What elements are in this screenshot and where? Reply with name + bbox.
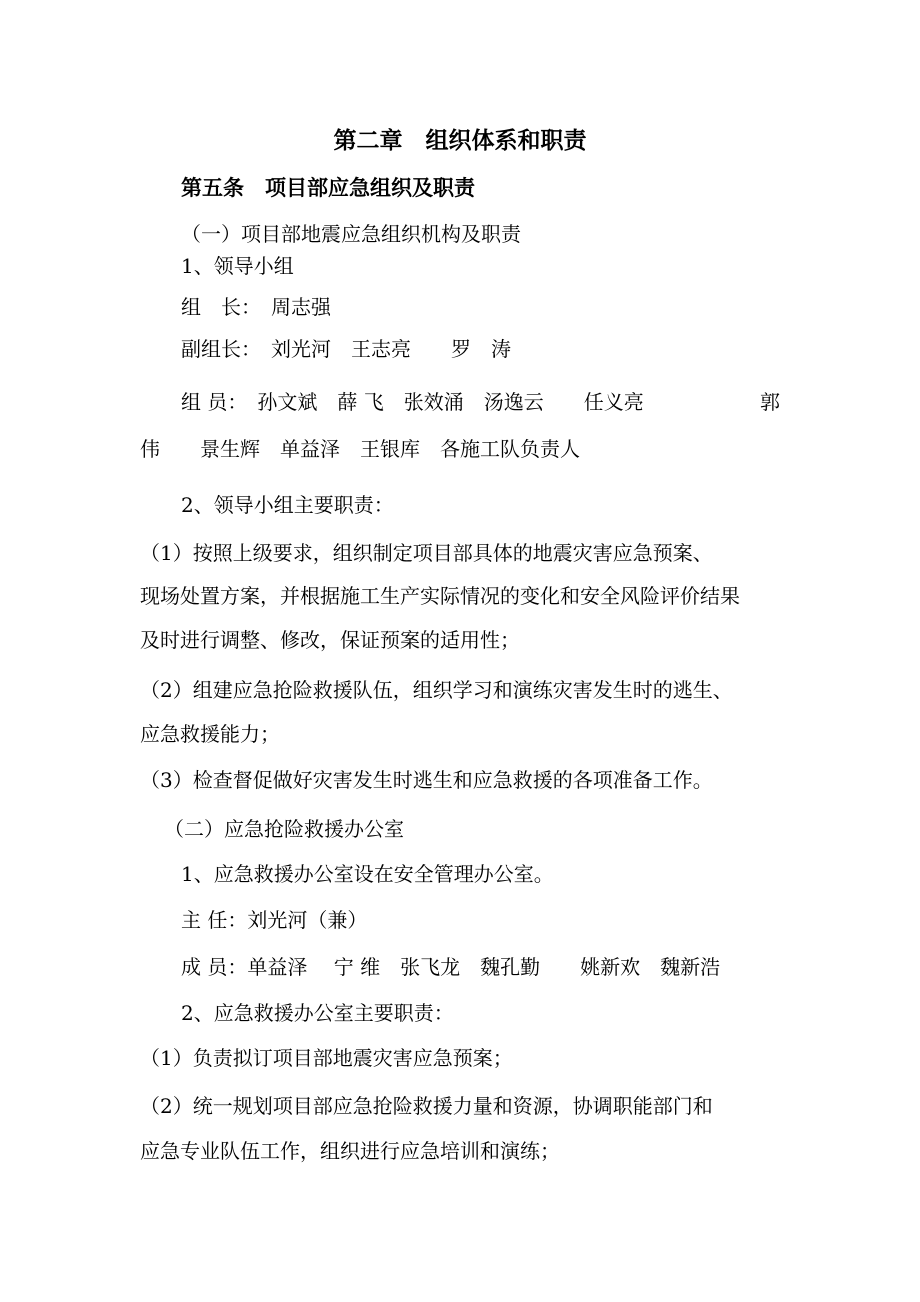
section2-duty1: （1）负责拟订项目部地震灾害应急预案； — [140, 1046, 513, 1070]
duty3-line: （3）检查督促做好灾害发生时逃生和应急救援的各项准备工作。 — [140, 768, 713, 792]
duty2-line-1: （2）组建应急抢险救援队伍，组织学习和演练灾害发生时的逃生、 — [140, 678, 733, 702]
section1-item1: 1、领导小组 — [181, 254, 294, 278]
section2-members-line: 成 员：单益泽 宁 维 张飞龙 魏孔勤 姚新欢 魏新浩 — [181, 955, 721, 979]
duty1-line-2: 现场处置方案，并根据施工生产实际情况的变化和安全风险评价结果 — [140, 584, 740, 608]
members-line-1-end: 郭 — [760, 390, 780, 414]
members-line-1: 组 员： 孙文斌 薛 飞 张效涌 汤逸云 任义亮 — [181, 390, 644, 414]
deputy-line: 副组长： 刘光河 王志亮 罗 涛 — [181, 337, 511, 361]
section2-duty2-line-1: （2）统一规划项目部应急抢险救援力量和资源，协调职能部门和 — [140, 1094, 713, 1118]
section2-duty2-line-2: 应急专业队伍工作，组织进行应急培训和演练； — [140, 1139, 560, 1163]
section2-item1: 1、应急救援办公室设在安全管理办公室。 — [181, 862, 554, 886]
members-line-2: 伟 景生辉 单益泽 王银库 各施工队负责人 — [140, 437, 580, 461]
director-line: 主 任：刘光河（兼） — [181, 908, 368, 932]
duty1-line-1: （1）按照上级要求，组织制定项目部具体的地震灾害应急预案、 — [140, 541, 713, 565]
section1-heading: （一）项目部地震应急组织机构及职责 — [181, 222, 521, 246]
duty2-line-2: 应急救援能力； — [140, 722, 280, 746]
article-title: 第五条 项目部应急组织及职责 — [181, 175, 475, 200]
leader-line: 组 长： 周志强 — [181, 295, 331, 319]
section2-item2: 2、应急救援办公室主要职责： — [181, 1001, 454, 1025]
chapter-title: 第二章 组织体系和职责 — [333, 127, 587, 154]
section2-heading: （二）应急抢险救援办公室 — [164, 817, 404, 841]
duty1-line-3: 及时进行调整、修改，保证预案的适用性； — [140, 628, 520, 652]
section1-item2: 2、领导小组主要职责： — [181, 493, 394, 517]
